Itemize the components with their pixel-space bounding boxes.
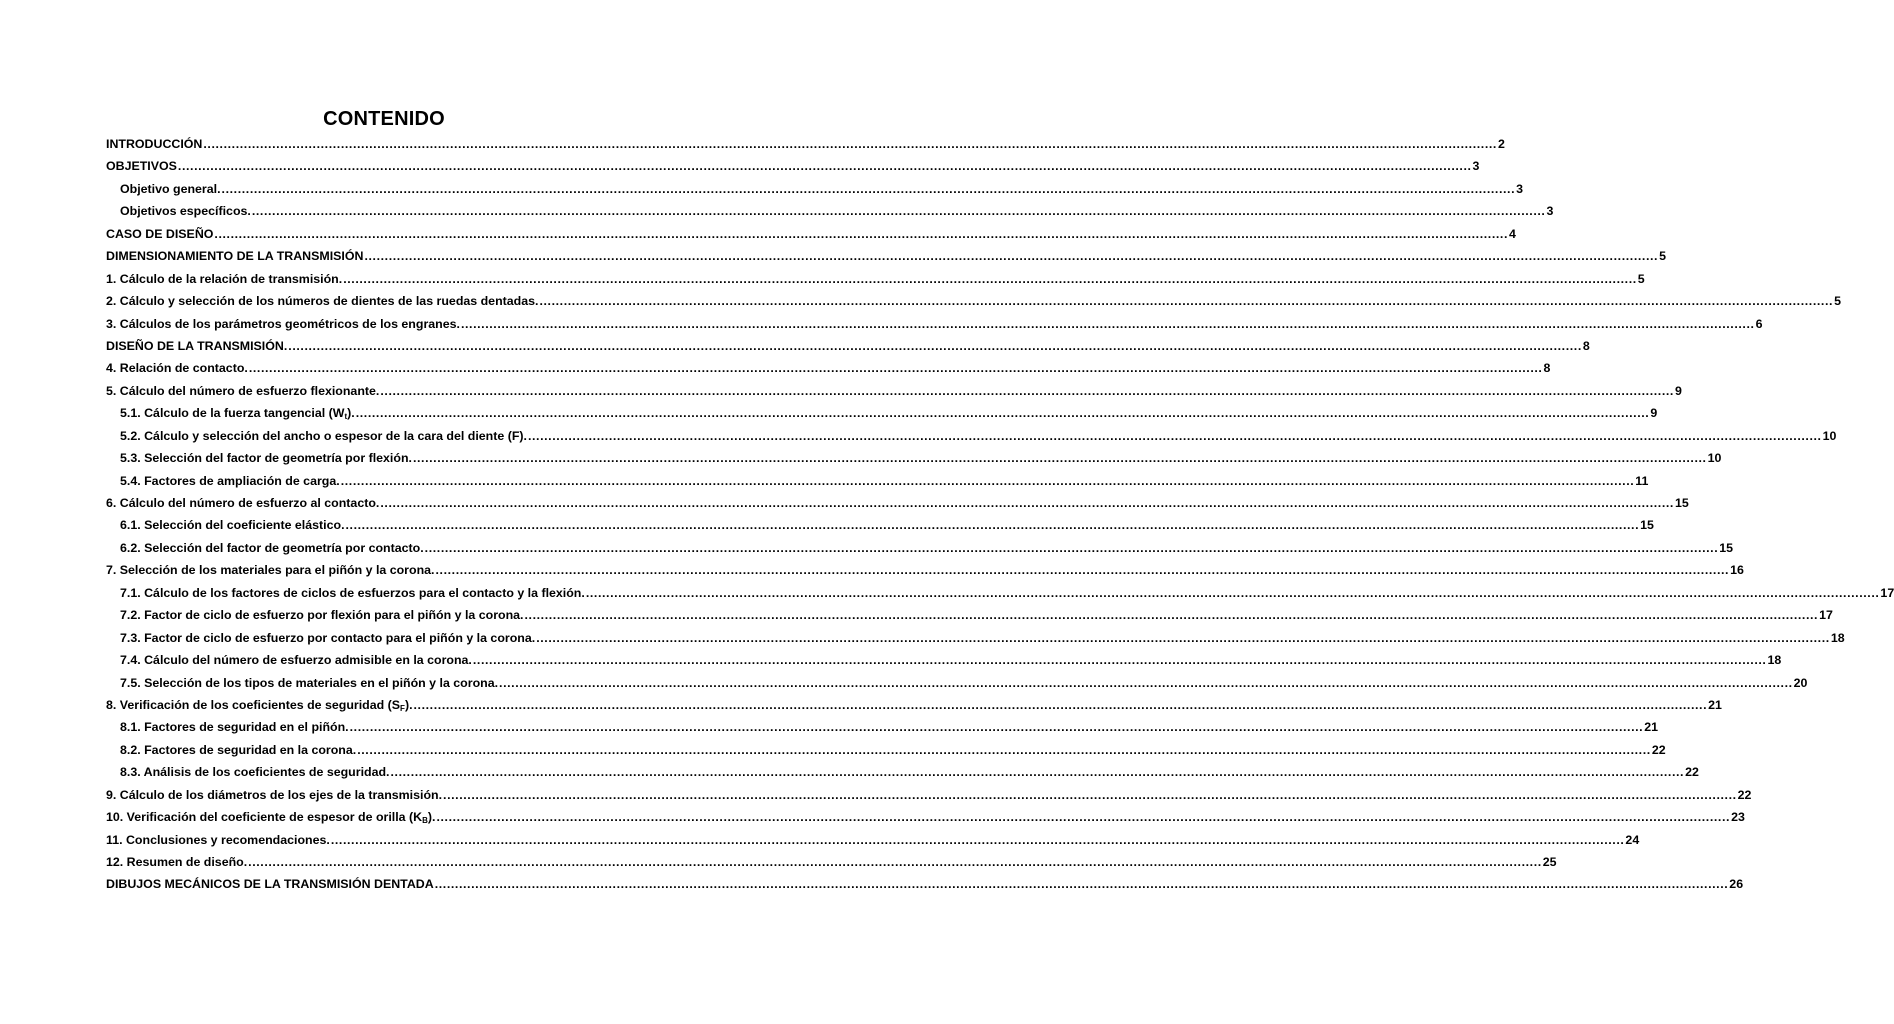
toc-entry-label [120, 582, 585, 604]
toc-page-number: 3 [1516, 181, 1524, 196]
toc-entry-title: 12. Resumen de diseño. [106, 855, 248, 869]
toc-entry-title: 8.2. Factores de seguridad en la corona. [120, 742, 357, 757]
toc-entry[interactable] [106, 582, 1894, 604]
dot-leader [414, 694, 1708, 716]
toc-entry-label [106, 851, 247, 873]
toc-entry-label [120, 649, 472, 671]
toc-entry-label [106, 268, 342, 290]
toc-entry[interactable] [106, 470, 1649, 492]
toc-entry-title: 7.5. Selección de los tipos de materiales en el piñón y la corona. [120, 675, 499, 690]
toc-entry-title: CASO DE DISEÑO [106, 226, 214, 241]
toc-entry[interactable] [106, 245, 1666, 267]
toc-entry-title: DISEÑO DE LA TRANSMISIÓN. [106, 338, 288, 353]
toc-entry-label [120, 200, 251, 222]
dot-leader [346, 514, 1640, 536]
toc-entry[interactable] [106, 514, 1654, 536]
toc-entry-label [120, 514, 345, 536]
toc-entry[interactable] [106, 604, 1833, 626]
dot-leader [380, 380, 1674, 402]
toc-entry-title: OBJETIVOS [106, 159, 177, 174]
dot-leader [252, 200, 1546, 222]
toc-page-number: 15 [1674, 496, 1689, 510]
dot-leader [461, 313, 1755, 335]
toc-page-number: 10 [1707, 451, 1722, 466]
toc-entry-label [106, 155, 177, 177]
toc-entry[interactable] [106, 829, 1640, 851]
toc-entry-label [106, 357, 248, 379]
table-of-contents [106, 133, 1894, 896]
dot-leader [357, 739, 1651, 761]
toc-entry[interactable] [106, 716, 1659, 738]
toc-page-number: 10 [1822, 428, 1837, 443]
toc-page-number: 17 [1880, 585, 1894, 600]
dot-leader [528, 425, 1822, 447]
toc-page-number: 5 [1834, 294, 1841, 309]
toc-entry[interactable] [106, 672, 1808, 694]
toc-entry-title: 2. Cálculo y selección de los números de dientes de las ruedas dentadas. [106, 294, 539, 309]
dot-leader [390, 761, 1684, 783]
toc-entry-label [120, 447, 412, 469]
toc-entry-label [120, 716, 349, 738]
toc-page-number: 16 [1730, 563, 1744, 578]
dot-leader [356, 402, 1650, 424]
toc-page-number: 25 [1542, 855, 1557, 869]
toc-entry-title: 6.2. Selección del factor de geometría por contacto. [120, 540, 424, 555]
toc-page-number: 18 [1830, 630, 1845, 645]
toc-entry[interactable] [106, 290, 1841, 312]
toc-entry-label [120, 627, 535, 649]
toc-entry-title: 5. Cálculo del número de esfuerzo flexionante. [106, 383, 380, 398]
toc-entry[interactable] [106, 268, 1645, 290]
toc-entry-title: 8. Verificación de los coeficientes de seguridad (S [106, 697, 401, 712]
dot-leader [443, 784, 1737, 806]
toc-entry[interactable] [106, 223, 1516, 245]
toc-entry-title: 10. Verificación del coeficiente de espesor de orilla (K [106, 810, 423, 825]
toc-page-number: 18 [1767, 653, 1782, 668]
toc-entry[interactable] [106, 133, 1505, 155]
toc-entry[interactable] [106, 761, 1699, 783]
dot-leader [586, 582, 1880, 604]
toc-page-number: 2 [1497, 137, 1505, 151]
dot-leader [350, 716, 1644, 738]
toc-entry-subscript: B [422, 816, 428, 826]
toc-entry[interactable] [106, 851, 1557, 873]
toc-entry-label [120, 470, 340, 492]
toc-entry-title: 5.3. Selección del factor de geometría por flexión. [120, 451, 412, 466]
page-title: CONTENIDO [323, 108, 445, 130]
toc-entry-subscript: t [344, 412, 348, 422]
toc-page-number: 4 [1509, 226, 1516, 241]
toc-entry-title: 4. Relación de contacto. [106, 361, 248, 376]
toc-page-number: 9 [1650, 406, 1658, 421]
dot-leader [380, 492, 1674, 514]
toc-entry[interactable] [106, 178, 1524, 200]
toc-entry-label [120, 425, 527, 447]
toc-entry-title: DIMENSIONAMIENTO DE LA TRANSMISIÓN [106, 249, 364, 264]
toc-entry-label [106, 559, 434, 581]
toc-entry-label [120, 761, 389, 783]
toc-page-number: 3 [1472, 159, 1480, 174]
toc-page-number: 5 [1659, 249, 1666, 264]
toc-entry-label [106, 313, 460, 335]
toc-entry-title: 11. Conclusiones y recomendaciones. [106, 832, 330, 847]
toc-page-number: 20 [1793, 675, 1808, 690]
toc-entry-label [106, 873, 434, 895]
toc-page-number: 8 [1543, 361, 1551, 376]
toc-entry[interactable] [106, 313, 1763, 335]
dot-leader [178, 155, 1472, 177]
toc-page-number: 17 [1819, 608, 1833, 623]
toc-entry-title: 8.3. Análisis de los coeficientes de seguridad. [120, 765, 390, 780]
toc-entry-title: 5.4. Factores de ampliación de carga. [120, 473, 340, 488]
toc-entry[interactable] [106, 357, 1551, 379]
toc-page-number: 6 [1755, 316, 1763, 331]
toc-entry-label [120, 537, 424, 559]
toc-entry-label [106, 806, 435, 828]
toc-page-number: 21 [1644, 720, 1659, 735]
dot-leader [473, 649, 1767, 671]
toc-entry[interactable] [106, 694, 1722, 716]
dot-leader [499, 672, 1793, 694]
dot-leader [425, 537, 1719, 559]
toc-entry-label [106, 829, 330, 851]
toc-entry-title: Objetivo general. [120, 181, 221, 196]
dot-leader [341, 470, 1635, 492]
toc-entry[interactable] [106, 380, 1682, 402]
dot-leader [536, 627, 1830, 649]
toc-entry[interactable] [106, 649, 1782, 671]
dot-leader [343, 268, 1637, 290]
toc-entry-title: 6. Cálculo del número de esfuerzo al contacto. [106, 496, 380, 510]
toc-page-number: 3 [1546, 204, 1554, 219]
toc-page-number: 15 [1719, 540, 1734, 555]
toc-entry-label [120, 739, 356, 761]
dot-leader [364, 245, 1658, 267]
toc-entry-label [106, 492, 379, 514]
dot-leader [331, 829, 1625, 851]
dot-leader [249, 357, 1543, 379]
toc-entry-title: 5.2. Cálculo y selección del ancho o espesor de la cara del diente (F). [120, 428, 527, 443]
toc-page-number: 9 [1674, 383, 1682, 398]
toc-entry[interactable] [106, 873, 1744, 895]
toc-entry-label [106, 290, 538, 312]
toc-entry-label [120, 672, 498, 694]
dot-leader [288, 335, 1582, 357]
toc-entry[interactable] [106, 559, 1744, 581]
toc-entry-label [106, 784, 442, 806]
toc-entry-title: 7.1. Cálculo de los factores de ciclos de esfuerzos para el contacto y la flexión. [120, 585, 585, 600]
toc-entry-title: 1. Cálculo de la relación de transmisión. [106, 271, 343, 286]
toc-entry-title: 7.3. Factor de ciclo de esfuerzo por contacto para el piñón y la corona. [120, 630, 536, 645]
toc-page-number: 22 [1685, 765, 1699, 780]
toc-entry-title: 7.2. Factor de ciclo de esfuerzo por flexión para el piñón y la corona. [120, 608, 524, 623]
dot-leader [203, 133, 1497, 155]
toc-entry[interactable] [106, 627, 1845, 649]
dot-leader [539, 290, 1833, 312]
toc-entry-label [106, 694, 413, 716]
toc-entry-label [106, 245, 363, 267]
toc-entry-title: 6.1. Selección del coeficiente elástico. [120, 518, 345, 533]
toc-entry-label [106, 380, 379, 402]
toc-entry-title: 9. Cálculo de los diámetros de los ejes de la transmisión. [106, 787, 443, 802]
dot-leader [413, 447, 1707, 469]
toc-entry[interactable] [106, 447, 1722, 469]
toc-entry-title: 7.4. Cálculo del número de esfuerzo admisible en la corona. [120, 653, 472, 668]
toc-entry-title-suffix: ). [427, 810, 436, 825]
toc-page-number: 15 [1640, 518, 1654, 533]
toc-entry-title: 7. Selección de los materiales para el piñón y la corona. [106, 563, 435, 578]
toc-entry[interactable] [106, 739, 1666, 761]
toc-entry-title: INTRODUCCIÓN [106, 137, 203, 151]
dot-leader [436, 806, 1730, 828]
dot-leader [248, 851, 1542, 873]
dot-leader [222, 178, 1516, 200]
toc-entry-label [120, 178, 221, 200]
toc-page-number: 22 [1737, 787, 1752, 802]
toc-entry-label [106, 223, 213, 245]
toc-entry-title-suffix: ). [347, 406, 355, 421]
toc-entry-title: Objetivos específicos. [120, 204, 251, 219]
toc-entry-subscript: F [400, 703, 405, 713]
toc-entry[interactable] [106, 537, 1734, 559]
toc-page-number: 23 [1731, 810, 1745, 825]
toc-entry-title: 5.1. Cálculo de la fuerza tangencial (W [120, 406, 345, 421]
toc-page-number: 5 [1637, 271, 1645, 286]
toc-page-number: 11 [1635, 473, 1649, 488]
dot-leader [435, 873, 1729, 895]
toc-entry[interactable] [106, 784, 1752, 806]
toc-entry-label [106, 133, 202, 155]
toc-entry-label [120, 604, 524, 626]
dot-leader [435, 559, 1729, 581]
toc-page-number: 8 [1582, 338, 1590, 353]
toc-entry-title: 3. Cálculos de los parámetros geométricos de los engranes. [106, 316, 460, 331]
toc-entry[interactable] [106, 425, 1837, 447]
toc-entry[interactable] [106, 200, 1554, 222]
toc-entry-label [106, 335, 287, 357]
toc-entry[interactable] [106, 806, 1745, 828]
toc-entry[interactable] [106, 492, 1689, 514]
toc-page-number: 21 [1708, 697, 1722, 712]
toc-page-number: 24 [1625, 832, 1640, 847]
toc-entry-title: DIBUJOS MECÁNICOS DE LA TRANSMISIÓN DENTADA [106, 877, 434, 892]
toc-entry-label [120, 402, 355, 424]
dot-leader [525, 604, 1819, 626]
dot-leader [214, 223, 1508, 245]
toc-entry[interactable] [106, 335, 1590, 357]
toc-page-number: 26 [1729, 877, 1744, 892]
toc-entry-title: 8.1. Factores de seguridad en el piñón. [120, 720, 349, 735]
toc-entry[interactable] [106, 402, 1658, 424]
toc-page-number: 22 [1651, 742, 1666, 757]
toc-entry[interactable] [106, 155, 1480, 177]
toc-entry-title-suffix: ). [404, 697, 413, 712]
